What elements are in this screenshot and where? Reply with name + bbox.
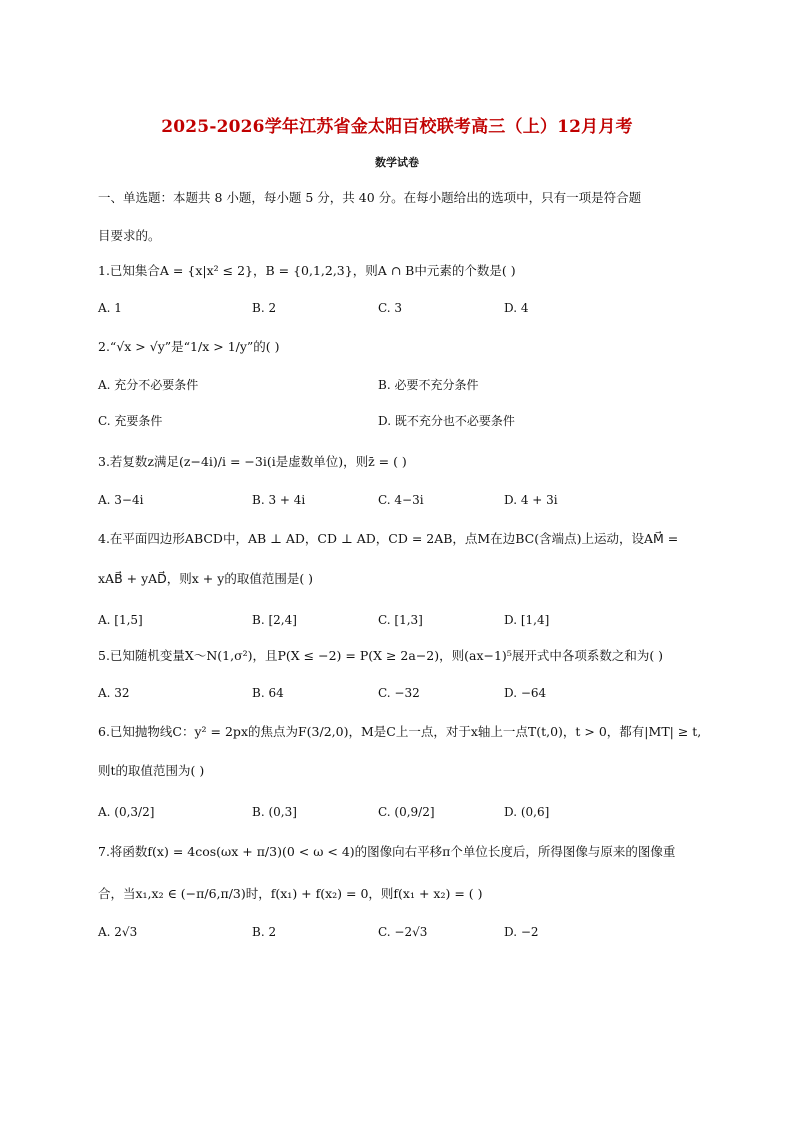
question-4-option-c: C. [1,3]	[378, 613, 423, 627]
question-1-option-b: B. 2	[252, 301, 277, 315]
question-7-stem-line-2: 合，当x₁,x₂ ∈ (−π/6,π/3)时，f(x₁) + f(x₂) = 0，则f(x₁ + x₂) = ( )	[98, 886, 483, 901]
question-4-option-a: A. [1,5]	[98, 613, 143, 627]
question-5-option-a: A. 32	[98, 686, 130, 700]
question-3-option-c: C. 4−3i	[378, 493, 424, 507]
question-1-option-d: D. 4	[504, 301, 529, 315]
question-2-option-c: C. 充要条件	[98, 414, 163, 428]
question-1-stem: 1.已知集合A = {x|x² ≤ 2}，B = {0,1,2,3}，则A ∩ B中元素的个数是( )	[98, 263, 516, 278]
question-7-option-d: D. −2	[504, 925, 539, 939]
question-7-option-b: B. 2	[252, 925, 277, 939]
question-5-option-d: D. −64	[504, 686, 547, 700]
question-6-stem-line-2: 则t的取值范围为( )	[98, 763, 205, 778]
question-6-option-d: D. (0,6]	[504, 805, 550, 819]
question-5-option-c: C. −32	[378, 686, 420, 700]
question-2-option-d: D. 既不充分也不必要条件	[378, 414, 515, 428]
question-3-stem: 3.若复数z满足(z−4i)/i = −3i(i是虚数单位)，则z̄ = ( )	[98, 454, 407, 469]
question-7-option-a: A. 2√3	[98, 925, 138, 939]
question-3-option-b: B. 3 + 4i	[252, 493, 306, 507]
question-3-option-d: D. 4 + 3i	[504, 493, 558, 507]
question-6-stem-line-1: 6.已知抛物线C：y² = 2px的焦点为F(3/2,0)，M是C上一点，对于x轴上一点T(t,0)，t > 0，都有|MT| ≥ t,	[98, 724, 702, 739]
section-heading-line-1: 一、单选题：本题共 8 小题，每小题 5 分，共 40 分。在每小题给出的选项中，只有一项是符合题	[98, 190, 642, 205]
question-1-option-c: C. 3	[378, 301, 403, 315]
question-6-option-c: C. (0,9/2]	[378, 805, 435, 819]
question-4-option-b: B. [2,4]	[252, 613, 297, 627]
question-6-option-a: A. (0,3/2]	[98, 805, 155, 819]
question-2-option-b: B. 必要不充分条件	[378, 378, 479, 392]
question-4-option-d: D. [1,4]	[504, 613, 550, 627]
exam-title: 2025-2026学年江苏省金太阳百校联考高三（上）12月月考	[161, 117, 633, 137]
exam-subtitle: 数学试卷	[375, 156, 419, 169]
question-4-stem-line-1: 4.在平面四边形ABCD中，AB ⊥ AD，CD ⊥ AD，CD = 2AB，点M在边BC(含端点)上运动，设AM⃗ =	[98, 531, 679, 546]
question-7-option-c: C. −2√3	[378, 925, 428, 939]
question-5-stem: 5.已知随机变量X～N(1,σ²)，且P(X ≤ −2) = P(X ≥ 2a−2)，则(ax−1)⁵展开式中各项系数之和为( )	[98, 648, 664, 663]
question-3-option-a: A. 3−4i	[98, 493, 144, 507]
question-1-option-a: A. 1	[98, 301, 122, 315]
question-7-stem-line-1: 7.将函数f(x) = 4cos(ωx + π/3)(0 < ω < 4)的图像向右平移π个单位长度后，所得图像与原来的图像重	[98, 844, 676, 859]
question-4-stem-line-2: xAB⃗ + yAD⃗，则x + y的取值范围是( )	[98, 571, 314, 586]
question-2-option-a: A. 充分不必要条件	[98, 378, 199, 392]
question-5-option-b: B. 64	[252, 686, 284, 700]
section-heading-line-2: 目要求的。	[98, 228, 161, 243]
question-6-option-b: B. (0,3]	[252, 805, 297, 819]
question-2-stem: 2.“√x > √y”是“1/x > 1/y”的( )	[98, 339, 280, 354]
